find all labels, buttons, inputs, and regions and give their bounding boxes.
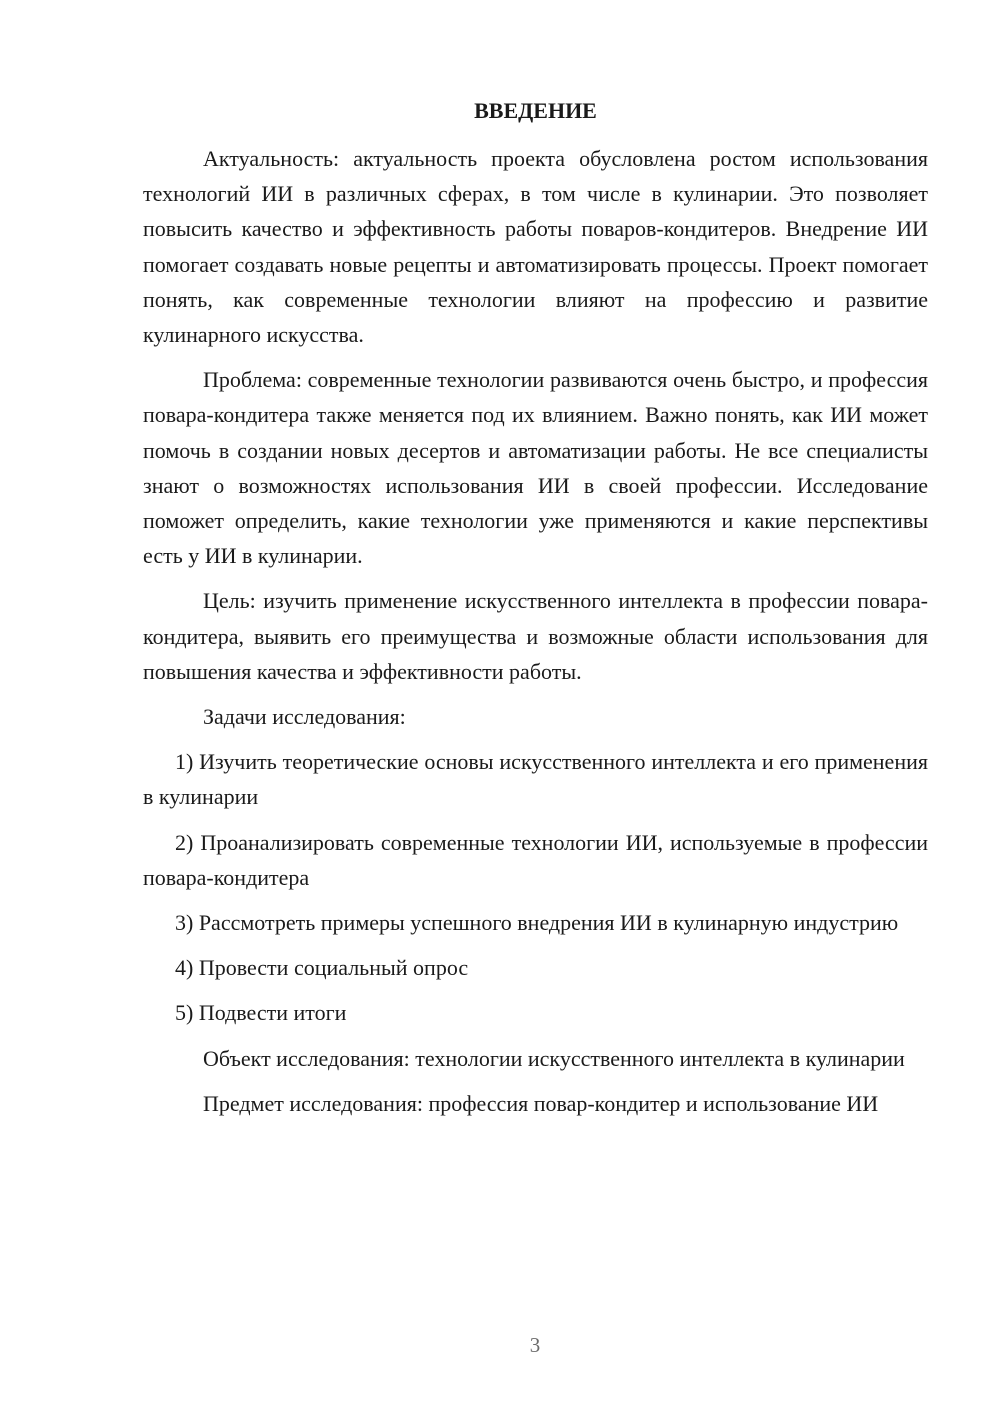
tasks-title: Задачи исследования: <box>203 704 406 730</box>
task-item: 3) Рассмотреть примеры успешного внедрения ИИ в кулинарную индустрию <box>175 910 899 936</box>
paragraph-object: Объект исследования: технологии искусственного интеллекта в кулинарии <box>203 1045 905 1071</box>
task-item: 1) Изучить теоретические основы искусственного интеллекта и его применения в кулинарии <box>143 749 928 810</box>
page-number: 3 <box>529 1333 541 1357</box>
tasks-list <box>143 744 928 1030</box>
section-heading: ВВЕДЕНИЕ <box>474 98 597 123</box>
task-item: 5) Подвести итоги <box>175 1000 347 1026</box>
paragraph-goal: Цель: изучить применение искусственного интеллекта в профессии повара-кондитера, выявить его преимущества и возможные области использования для повышения качества и эффективности работы. <box>143 588 928 684</box>
task-item: 2) Проанализировать современные технологии ИИ, используемые в профессии повара-кондитера <box>143 829 928 890</box>
paragraph-subject: Предмет исследования: профессия повар-кондитер и использование ИИ <box>203 1090 879 1116</box>
paragraph-relevance: Актуальность: актуальность проекта обусловлена ростом использования технологий ИИ в различных сферах, в том числе в кулинарии. Это позволяет повысить качество и эффективность работы поваров-кондитеров. Внедрение ИИ помогает создавать новые рецепты и автоматизировать процессы. Проект помогает понять, как современные технологии влияют на профессию и развитие кулинарного искусства. <box>143 146 928 348</box>
document-page <box>143 94 928 1131</box>
paragraph-problem: Проблема: современные технологии развиваются очень быстро, и профессия повара-кондитера также меняется под их влиянием. Важно понять, как ИИ может помочь в создании новых десертов и автоматизации работы. Не все специалисты знают о возможностях использования ИИ в своей профессии. Исследование поможет определить, какие технологии уже применяются и какие перспективы есть у ИИ в кулинарии. <box>143 367 928 569</box>
task-item: 4) Провести социальный опрос <box>175 955 469 981</box>
